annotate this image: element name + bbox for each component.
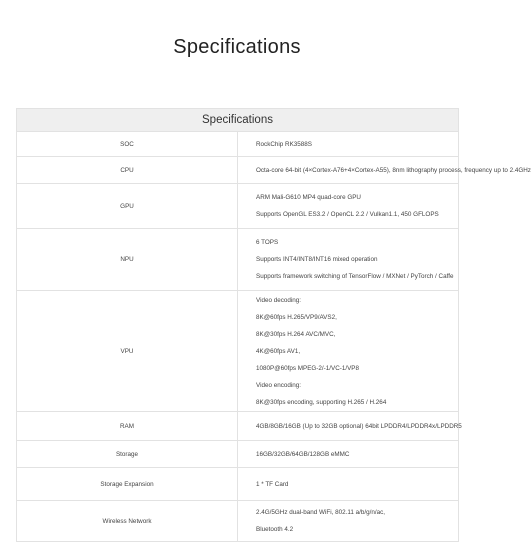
value-line: 2.4G/5GHz dual-band WiFi, 802.11 a/b/g/n/ac,	[256, 509, 386, 516]
row-value	[238, 441, 459, 468]
row-value	[238, 291, 459, 412]
value-line: 6 TOPS	[256, 239, 279, 246]
value-line: Bluetooth 4.2	[256, 526, 294, 533]
table-row-soc	[17, 132, 459, 157]
page-title: Specifications	[173, 36, 301, 58]
row-label: Wireless Network	[17, 501, 238, 542]
value-line: Video decoding:	[256, 296, 302, 304]
row-label: Storage	[17, 441, 238, 468]
row-value	[238, 412, 462, 441]
value-line: 8K@30fps encoding, supporting H.265 / H.264	[256, 398, 387, 406]
row-value	[238, 184, 459, 229]
table-row-storage-expansion	[17, 468, 459, 501]
row-value	[238, 229, 459, 291]
table-row-ram	[17, 412, 459, 441]
value-line: 1080P@60fps MPEG-2/-1/VC-1/VP8	[256, 364, 359, 372]
row-value	[238, 132, 459, 157]
table-row-cpu	[17, 157, 459, 184]
row-value	[238, 501, 459, 542]
row-label: CPU	[17, 157, 238, 184]
row-label: Storage Expansion	[17, 468, 238, 501]
row-label: VPU	[17, 291, 238, 412]
row-label: RAM	[17, 412, 238, 441]
value-line: ARM Mali-G610 MP4 quad-core GPU	[256, 194, 361, 201]
value-line: Supports INT4/INT8/INT16 mixed operation	[256, 256, 378, 263]
specifications-table	[16, 108, 531, 542]
table-header-row	[17, 109, 459, 132]
value-line: 16GB/32GB/64GB/128GB eMMC	[256, 450, 350, 458]
row-value	[238, 468, 459, 501]
row-label: GPU	[17, 184, 238, 229]
value-line: 4K@60fps AV1,	[256, 347, 301, 355]
table-row-storage	[17, 441, 459, 468]
value-line: RockChip RK3588S	[256, 140, 313, 148]
value-line: 1 * TF Card	[256, 480, 289, 488]
table-header: Specifications	[17, 109, 459, 132]
table-row-npu	[17, 229, 459, 291]
value-line: Supports framework switching of TensorFlow / MXNet / PyTorch / Caffe	[256, 273, 454, 280]
row-label: NPU	[17, 229, 238, 291]
row-label: SOC	[17, 132, 238, 157]
value-line: 4GB/8GB/16GB (Up to 32GB optional) 64bit LPDDR4/LPDDR4x/LPDDR5	[256, 422, 462, 430]
value-line: 8K@60fps H.265/VP9/AVS2,	[256, 313, 337, 321]
table-row-wireless-network	[17, 501, 459, 542]
row-value	[238, 157, 531, 184]
value-line: Octa-core 64-bit (4×Cortex-A76+4×Cortex-A55), 8nm lithography process, frequency up to 2.4GHz	[256, 166, 531, 174]
table-row-vpu	[17, 291, 459, 412]
value-line: 8K@30fps H.264 AVC/MVC,	[256, 330, 336, 338]
value-line: Supports OpenGL ES3.2 / OpenCL 2.2 / Vulkan1.1, 450 GFLOPS	[256, 211, 439, 218]
table-row-gpu	[17, 184, 459, 229]
value-line: Video encoding:	[256, 381, 302, 389]
